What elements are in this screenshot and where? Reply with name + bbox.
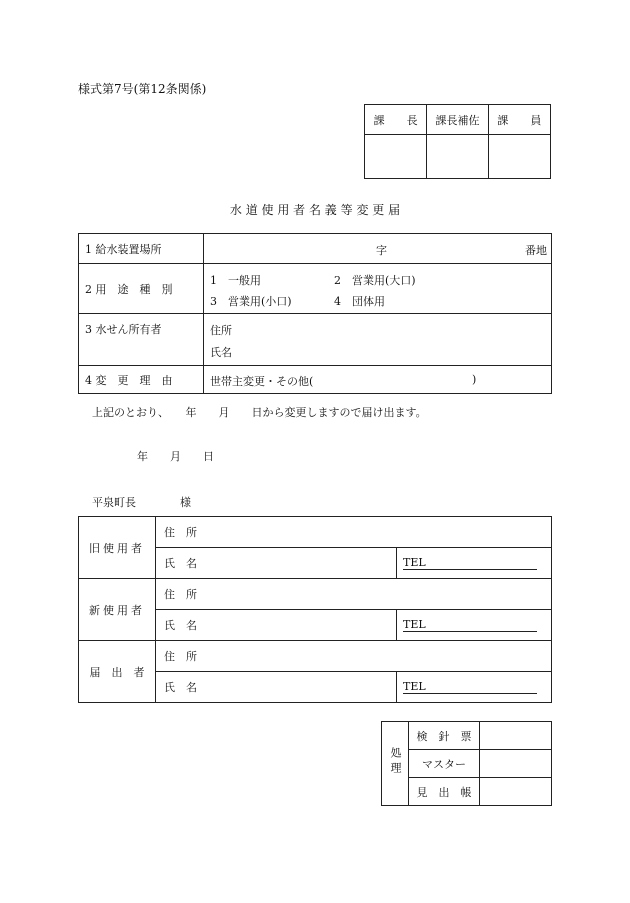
old-user-tel-label: TEL: [403, 556, 537, 570]
processing-box: [381, 721, 552, 806]
processing-label-cell: [382, 722, 409, 806]
usage-option-business-large[interactable]: 2 営業用(大口): [334, 273, 416, 287]
processing-item-ledger: 見 出 帳: [409, 778, 480, 806]
new-user-address[interactable]: [156, 579, 552, 610]
new-user-address-label: 住 所: [164, 588, 197, 601]
new-user-name-label: 氏 名: [164, 619, 197, 632]
applicant-tel[interactable]: [397, 672, 552, 703]
processing-check-meter[interactable]: [480, 722, 552, 750]
approval-header-chief: 課 長: [365, 105, 427, 135]
new-user-tel-label: TEL: [403, 618, 537, 632]
info-table: [78, 233, 552, 394]
approval-header-deputy: 課長補佐: [427, 105, 489, 135]
banchi-label: 番地: [525, 243, 547, 257]
owner-name-label: 氏名: [210, 345, 232, 359]
aza-label: 字: [376, 243, 387, 257]
applicant-tel-label: TEL: [403, 680, 537, 694]
processing-label: 処理: [389, 747, 402, 777]
old-user-name-label: 氏 名: [164, 557, 197, 570]
old-user-tel[interactable]: [397, 548, 552, 579]
faucet-owner-label: 3 水せん所有者: [79, 314, 204, 366]
approval-stamp-deputy[interactable]: [427, 135, 489, 179]
new-user-name[interactable]: [156, 610, 397, 641]
old-user-label: 旧使用者: [79, 517, 156, 579]
approval-header-staff: 課 員: [488, 105, 550, 135]
processing-check-master[interactable]: [480, 750, 552, 778]
applicant-name[interactable]: [156, 672, 397, 703]
usage-option-general[interactable]: 1 一般用: [210, 273, 261, 287]
applicant-address-label: 住 所: [164, 650, 197, 663]
applicant-label: 届 出 者: [79, 641, 156, 703]
owner-address-label: 住所: [210, 323, 232, 337]
persons-table: [78, 516, 552, 703]
applicant-name-label: 氏 名: [164, 681, 197, 694]
usage-option-business-small[interactable]: 3 営業用(小口): [210, 294, 292, 308]
old-user-address-label: 住 所: [164, 526, 197, 539]
change-reason-close-paren: ): [472, 372, 477, 386]
change-reason-text: 世帯主変更・その他(: [210, 374, 314, 388]
faucet-owner-field[interactable]: [204, 314, 552, 366]
approval-stamp-staff[interactable]: [488, 135, 550, 179]
install-location-field[interactable]: [204, 234, 552, 264]
processing-item-master: マスター: [409, 750, 480, 778]
new-user-label: 新使用者: [79, 579, 156, 641]
usage-option-group[interactable]: 4 団体用: [334, 294, 385, 308]
change-reason-label: 4 変 更 理 由: [79, 366, 204, 394]
addressee: 平泉町長 様: [92, 496, 191, 509]
applicant-address[interactable]: [156, 641, 552, 672]
declaration-statement: 上記のとおり、 年 月 日から変更しますので届け出ます。: [92, 406, 427, 419]
install-location-label: 1 給水装置場所: [79, 234, 204, 264]
form-number: 様式第7号(第12条関係): [78, 82, 207, 96]
processing-check-ledger[interactable]: [480, 778, 552, 806]
old-user-name[interactable]: [156, 548, 397, 579]
new-user-tel[interactable]: [397, 610, 552, 641]
approval-box: [364, 104, 551, 179]
usage-type-label: 2 用 途 種 別: [79, 264, 204, 314]
approval-stamp-chief[interactable]: [365, 135, 427, 179]
submission-date: 年 月 日: [137, 450, 214, 463]
processing-item-meter: 検 針 票: [409, 722, 480, 750]
change-reason-field[interactable]: [204, 366, 552, 394]
old-user-address[interactable]: [156, 517, 552, 548]
form-title: 水 道 使 用 者 名 義 等 変 更 届: [229, 203, 401, 217]
usage-type-options[interactable]: [204, 264, 552, 314]
